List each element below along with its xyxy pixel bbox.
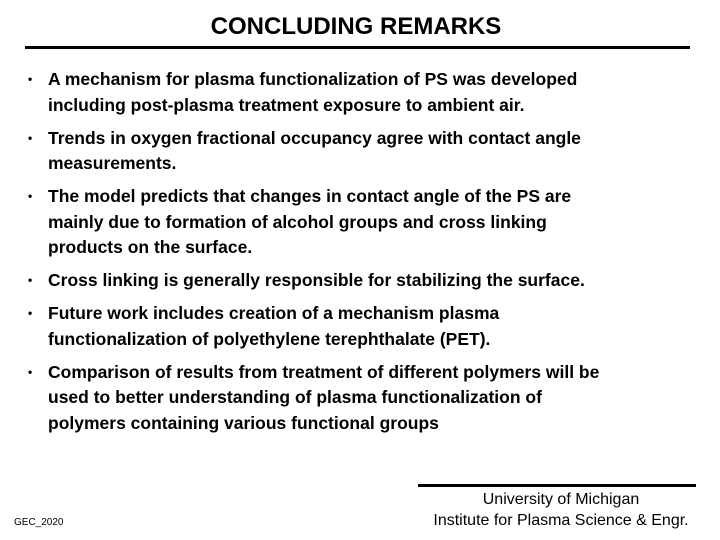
bullet-line: products on the surface.: [48, 237, 253, 257]
bullet-dot-icon: •: [28, 130, 33, 145]
bullet-dot-icon: •: [28, 72, 33, 86]
bullet-dot-icon: •: [28, 364, 33, 379]
bullet-line: Cross linking is generally responsible for stabilizing the surface.: [48, 270, 585, 290]
bullet-item-4: [28, 268, 698, 294]
bullet-line: The model predicts that changes in contact angle of the PS are: [48, 186, 572, 206]
bullet-line: used to better understanding of plasma functionalization of: [48, 387, 542, 407]
bullet-line: polymers containing various functional groups: [48, 412, 439, 433]
bullet-line: Comparison of results from treatment of different polymers will be: [48, 361, 600, 382]
bullet-line: functionalization of polyethylene terephthalate (PET).: [48, 328, 491, 349]
bullet-list: [28, 67, 698, 444]
bullet-dot-icon: •: [28, 189, 33, 203]
bullet-item-2: [28, 126, 698, 177]
slide-title: CONCLUDING REMARKS: [210, 13, 502, 40]
footer-conference-label: GEC_2020: [14, 517, 64, 528]
footer-affiliation: [410, 489, 712, 531]
bullet-line: A mechanism for plasma functionalization of PS was developed: [48, 69, 578, 89]
bullet-line: Trends in oxygen fractional occupancy agree with contact angle: [48, 127, 581, 148]
bullet-item-3: [28, 184, 698, 261]
bullet-item-5: [28, 301, 698, 352]
bullet-dot-icon: •: [28, 306, 33, 320]
bullet-line: including post-plasma treatment exposure to ambient air.: [48, 94, 525, 115]
bullet-line: mainly due to formation of alcohol groups and cross linking: [48, 211, 547, 232]
footer-divider: [418, 484, 696, 487]
bullet-line: measurements.: [48, 153, 177, 173]
bullet-item-1: [28, 67, 698, 118]
bullet-line: Future work includes creation of a mechanism plasma: [48, 303, 500, 323]
footer-institute: Institute for Plasma Science & Engr.: [433, 512, 689, 529]
footer-university: University of Michigan: [482, 491, 640, 508]
bullet-item-6: [28, 360, 698, 437]
bullet-dot-icon: •: [28, 273, 33, 287]
title-underline: [25, 46, 690, 49]
